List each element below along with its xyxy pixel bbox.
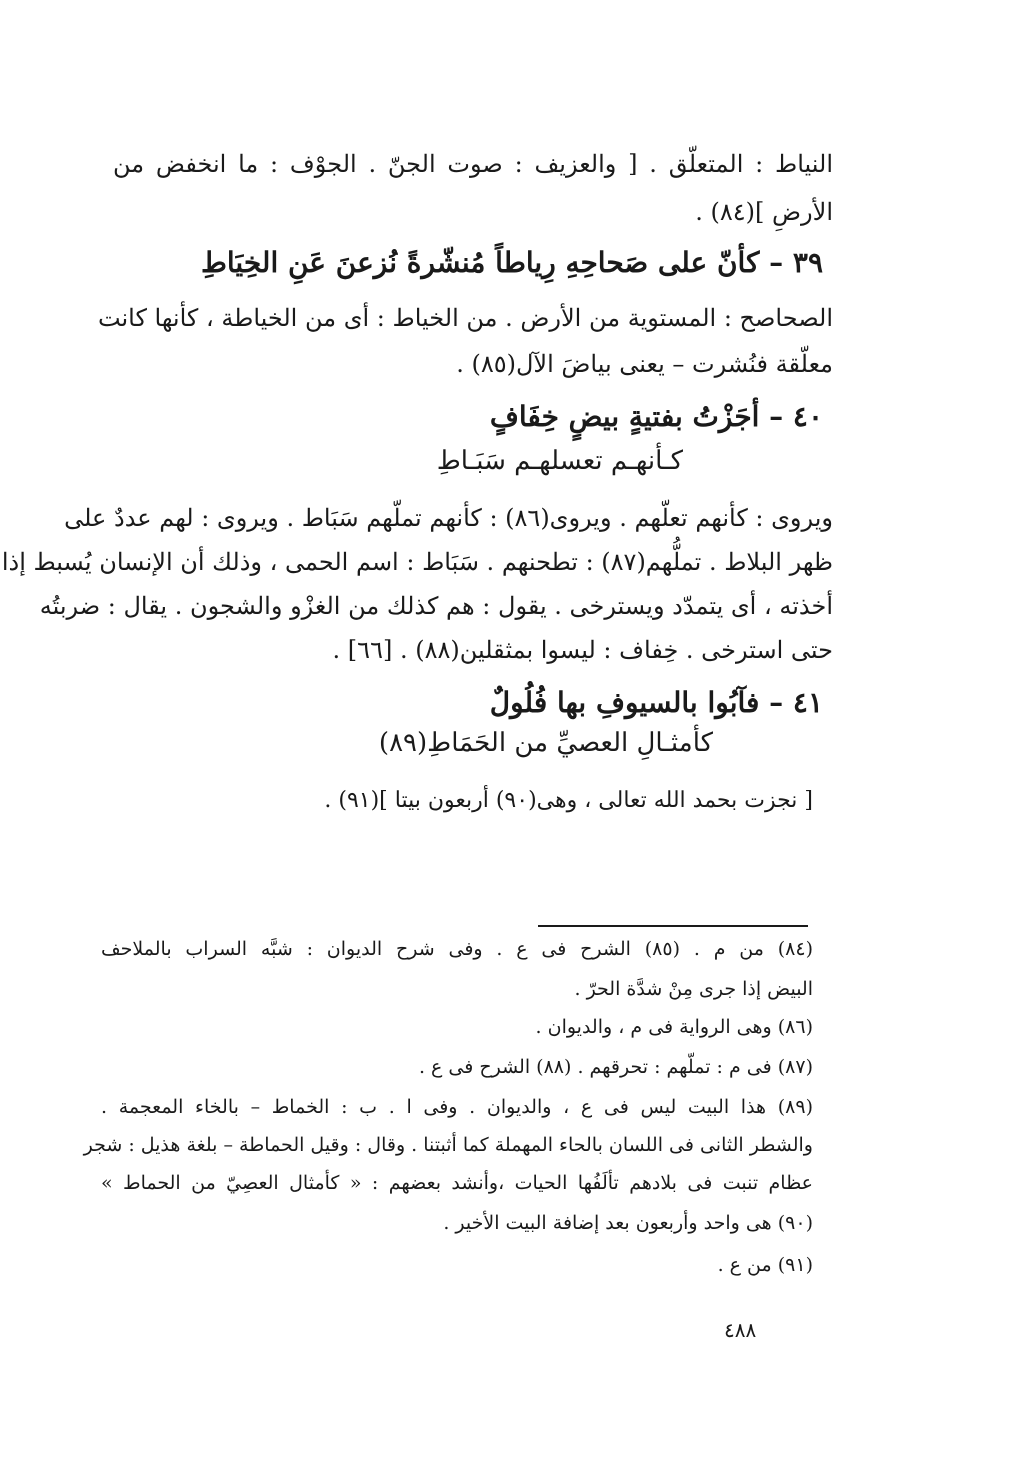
footnote-85-cont: البيض إذا جرى مِنْ شدَّة الحرّ . [574, 978, 813, 1000]
footnote-86: (٨٦) وهى الرواية فى م ، والديوان . [535, 1016, 813, 1038]
commentary-line: الأرضِ ](٨٤) . [695, 198, 833, 226]
commentary-line: النياط : المتعلّق . [ والعزيف : صوت الجنّ . الجوْف : ما انخفض من [113, 150, 833, 178]
commentary-line: معلّقة فنُشرت – يعنى بياضَ الآل(٨٥) . [456, 350, 833, 378]
verse-40-first-half: ٤٠ – أجَزْتُ بفتيةٍ بيضٍ خِفَافٍ [489, 400, 823, 433]
footnote-84-85: (٨٤) من م . (٨٥) الشرح فى ع . وفى شرح الديوان : شبَّه السراب بالملاحف [101, 938, 813, 960]
footnote-91: (٩١) من ع . [717, 1254, 813, 1276]
footnote-87-88: (٨٧) فى م : تملّهم : تحرقهم . (٨٨) الشرح فى ع . [418, 1056, 813, 1078]
verse-41-first-half: ٤١ – فآبُوا بالسيوفِ بها فُلُولٌ [489, 686, 823, 719]
verse-39: ٣٩ – كأنّ على صَحاحِهِ رِياطاً مُنشّرةً نُزعنَ عَنِ الخِيَاطِ [200, 246, 823, 279]
footnote-89-cont: والشطر الثانى فى اللسان بالحاء المهملة كما أثبتنا . وقال : وقيل الحماطة – بلغة هذيل : شجر [83, 1134, 813, 1156]
commentary-line: أخذته ، أى يتمدّد ويسترخى . يقول : هم كذلك من الغزْو والشجون . يقال : ضربتُه [39, 592, 833, 620]
footnote-90: (٩٠) هى واحد وأربعون بعد إضافة البيت الأخير . [443, 1212, 813, 1234]
commentary-line: ظهر البلاط . تملُّهم(٨٧) : تطحنهم . سَبَاط : اسم الحمى ، وذلك أن الإنسان يُسبط إذا [1, 548, 833, 576]
commentary-line: حتى استرخى . خِفاف : ليسوا بمثقلين(٨٨) . [٦٦] . [332, 636, 833, 664]
verse-41-second-half: كأمثـالِ العصيِّ من الحَمَاطِ(٨٩) [378, 728, 713, 758]
footnote-89: (٨٩) هذا البيت ليس فى ع ، والديوان . وفى ا . ب : الخماط – بالخاء المعجمة . [101, 1096, 813, 1118]
footnote-89-cont: عظام تنبت فى بلادهم تألَفُها الحيات ،وأنشد بعضهم : « كأمثال العصِيّ من الحماط » [101, 1172, 813, 1194]
commentary-line: الصحاصح : المستوية من الأرض . من الخياط : أى من الخياطة ، كأنها كانت [97, 304, 833, 332]
footnote-separator [538, 925, 808, 927]
commentary-line: ويروى : كأنهم تعلّهم . ويروى(٨٦) : كأنهم تملّهم سَبَاط . ويروى : لهم عددٌ على [64, 504, 833, 532]
closing-note: [ نجزت بحمد الله تعالى ، وهى(٩٠) أربعون بيتا ](٩١) . [324, 788, 813, 813]
verse-40-second-half: كـأنهـم تعسلهـم سَبَـاطِ [436, 446, 683, 476]
page-number: ٤٨٨ [724, 1318, 757, 1342]
